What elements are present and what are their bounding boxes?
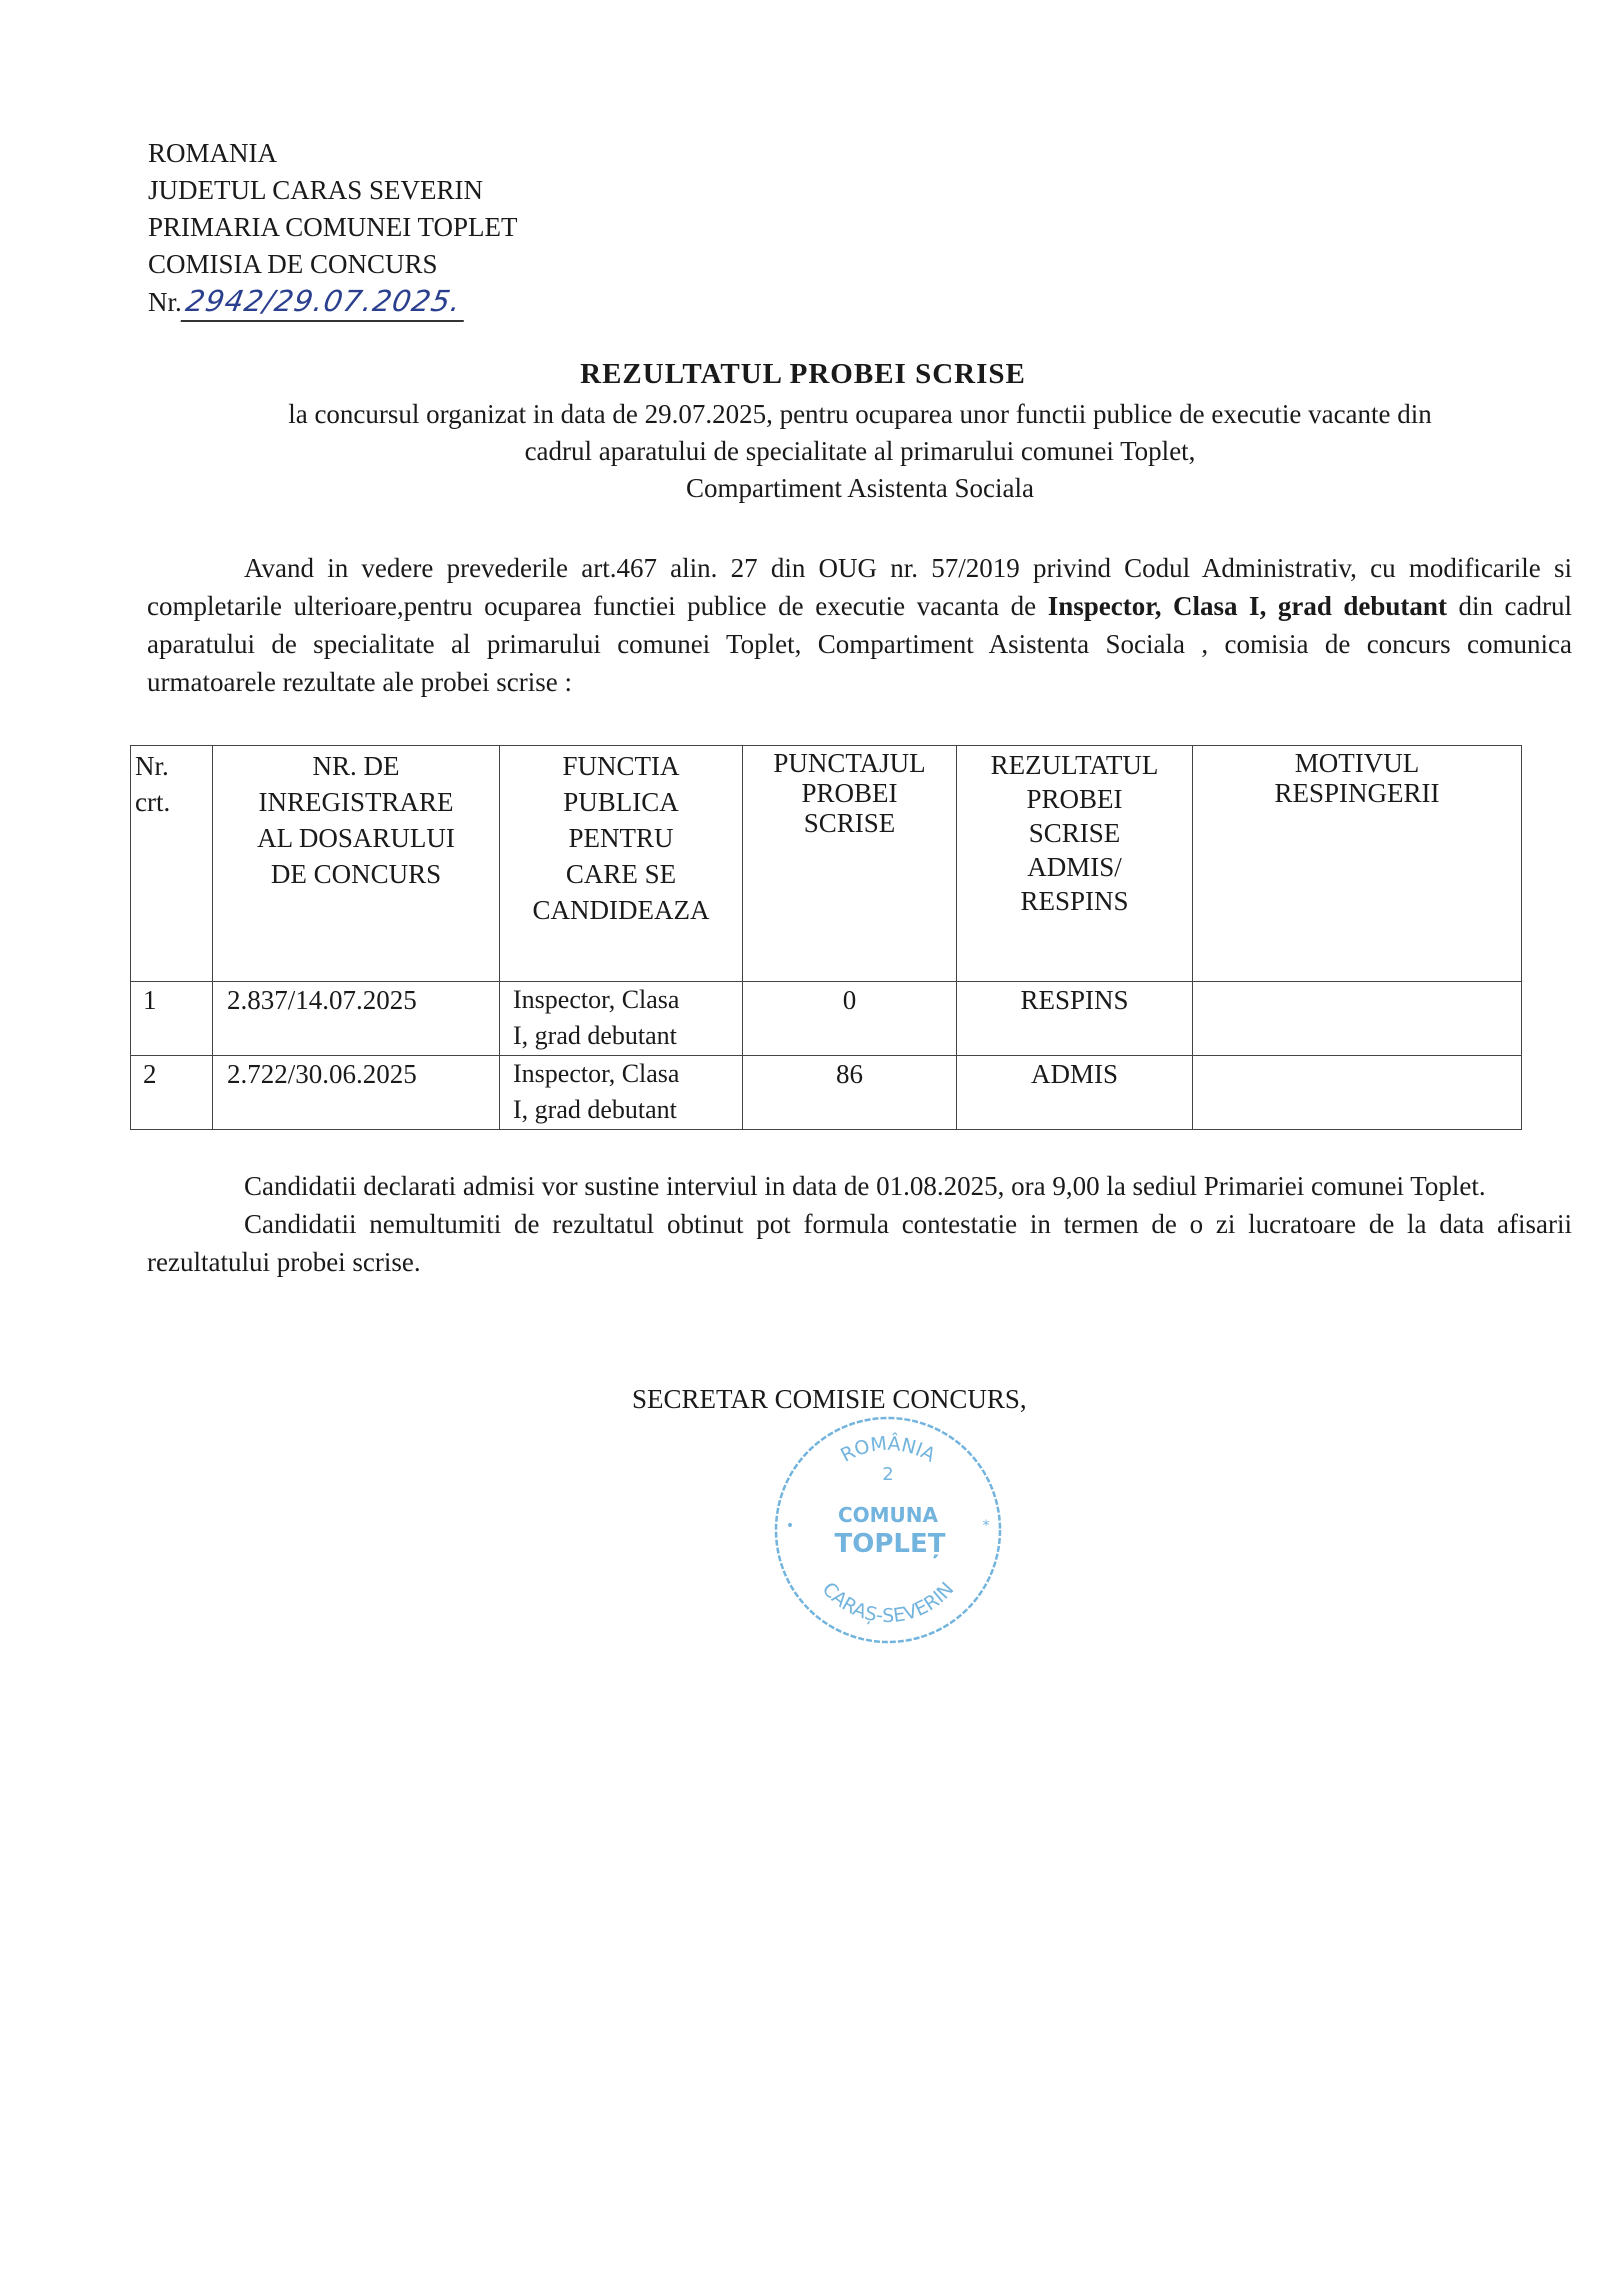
header-written-score: PUNCTAJUL PROBEI SCRISE — [743, 746, 957, 982]
subtitle-line-1: la concursul organizat in data de 29.07.2025, pentru ocuparea unor functii publice de executie vacante din — [288, 399, 1432, 429]
subtitle-line-3: Compartiment Asistenta Sociala — [686, 473, 1034, 503]
cell-function: Inspector, Clasa I, grad debutant — [500, 1056, 743, 1130]
intro-text-2: din cadrul aparatului de specialitate al primarului comunei Toplet, Compartiment Asistenta Sociala , comisia de concurs comunica urmatoarele rezultate ale probei scrise : — [147, 591, 1572, 697]
intro-position-bold: Inspector, Clasa I, grad debutant — [1047, 591, 1447, 621]
header-nr-crt: Nr. crt. — [131, 746, 213, 982]
cell-nr: 2 — [131, 1056, 213, 1130]
table-header-row — [131, 746, 1522, 982]
registration-number-line — [148, 283, 518, 322]
header-country: ROMANIA — [148, 138, 278, 168]
cell-score: 86 — [743, 1056, 957, 1130]
cell-registration: 2.837/14.07.2025 — [213, 982, 500, 1056]
document-title: REZULTATUL PROBEI SCRISE — [580, 358, 1026, 390]
cell-nr: 1 — [131, 982, 213, 1056]
registration-number-prefix: Nr. — [148, 287, 182, 317]
table-row — [131, 1056, 1522, 1130]
subtitle-line-2: cadrul aparatului de specialitate al primarului comunei Toplet, — [524, 436, 1196, 466]
signature-line: SECRETAR COMISIE CONCURS, — [632, 1384, 1027, 1414]
header-rejection-reason: MOTIVUL RESPINGERII — [1193, 746, 1522, 982]
intro-text-1: Avand in vedere prevederile art.467 alin. 27 din OUG nr. 57/2019 privind Codul Administrativ, cu modificarile si completarile ulterioare,pentru ocuparea functiei publice de executie vacanta de — [147, 553, 1572, 621]
cell-function: Inspector, Clasa I, grad debutant — [500, 982, 743, 1056]
header-town-hall: PRIMARIA COMUNEI TOPLET — [148, 212, 518, 242]
registration-number-handwritten: 2942/29.07.2025. — [180, 283, 470, 322]
stamp-star-right: * — [982, 1518, 990, 1534]
cell-result: ADMIS — [957, 1056, 1193, 1130]
institution-header — [148, 135, 518, 322]
stamp-star-left: • — [785, 1518, 795, 1534]
stamp-bottom-text: CARAȘ-SEVERIN — [817, 1578, 959, 1628]
appeal-notice: Candidatii nemultumiti de rezultatul obtinut pot formula contestatie in termen de o zi lucratoare de la data afisarii rezultatului probei scrise. — [147, 1209, 1572, 1277]
cell-reason — [1193, 982, 1522, 1056]
stamp-number: 2 — [882, 1464, 894, 1485]
header-commission: COMISIA DE CONCURS — [148, 249, 438, 279]
header-county: JUDETUL CARAS SEVERIN — [148, 175, 484, 205]
cell-result: RESPINS — [957, 982, 1193, 1056]
results-table — [130, 745, 1522, 1130]
stamp-top-text: ROMÂNIA — [837, 1432, 939, 1467]
closing-paragraphs — [147, 1167, 1572, 1281]
document-subtitle — [150, 396, 1570, 507]
stamp-commune-name: TOPLEȚ — [834, 1529, 946, 1559]
cell-registration: 2.722/30.06.2025 — [213, 1056, 500, 1130]
interview-notice: Candidatii declarati admisi vor sustine interviul in data de 01.08.2025, ora 9,00 la sediul Primariei comunei Toplet. — [244, 1171, 1486, 1201]
intro-paragraph — [147, 549, 1572, 701]
header-public-function: FUNCTIA PUBLICA PENTRU CARE SE CANDIDEAZA — [500, 746, 743, 982]
stamp-commune-label: COMUNA — [837, 1503, 939, 1527]
header-registration-number: NR. DE INREGISTRARE AL DOSARULUI DE CONCURS — [213, 746, 500, 982]
header-written-result: REZULTATUL PROBEI SCRISE ADMIS/ RESPINS — [957, 746, 1193, 982]
table-row — [131, 982, 1522, 1056]
cell-reason — [1193, 1056, 1522, 1130]
official-stamp — [768, 1410, 1008, 1650]
cell-score: 0 — [743, 982, 957, 1056]
